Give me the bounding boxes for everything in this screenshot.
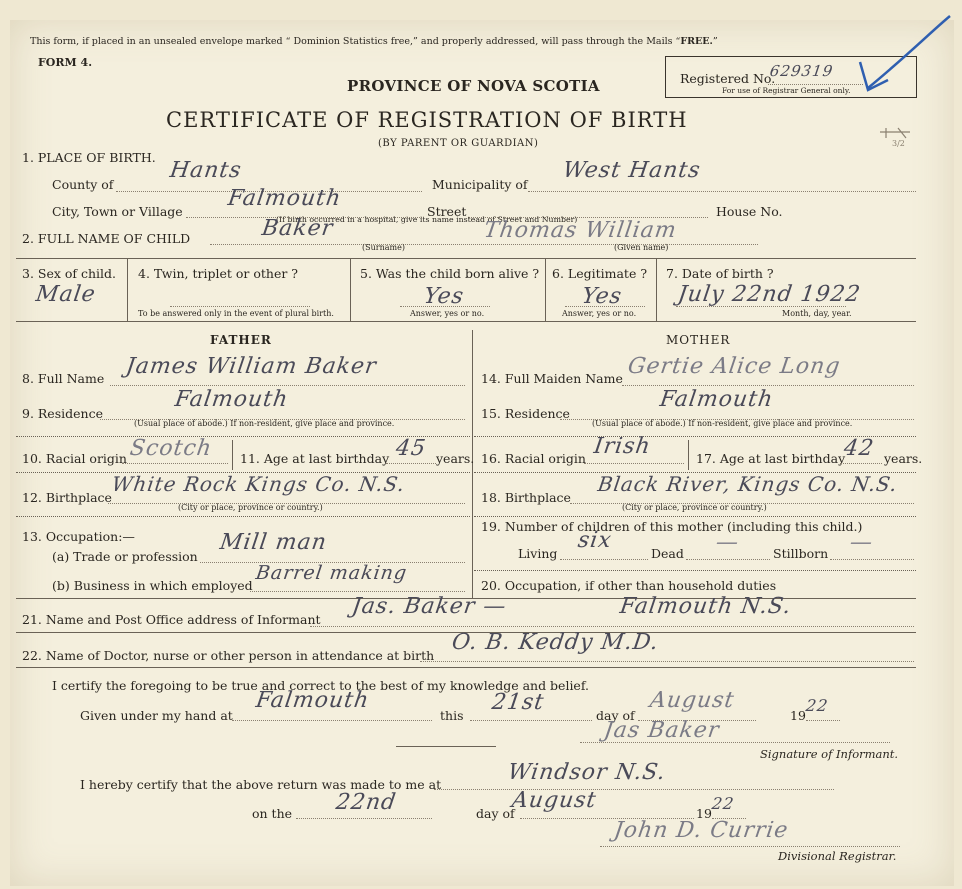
registrar-day-value: 22nd bbox=[334, 790, 399, 815]
informant-address-value: Falmouth N.S. bbox=[618, 594, 794, 619]
informant-signature-caption: Signature of Informant. bbox=[760, 747, 899, 761]
cert-day-value: 21st bbox=[490, 690, 546, 715]
father-age-value: 45 bbox=[394, 436, 428, 461]
father-residence-label: 9. Residence bbox=[22, 406, 103, 421]
father-name-value: James William Baker bbox=[124, 354, 379, 379]
street-label: Street bbox=[427, 204, 467, 219]
city-label: City, Town or Village bbox=[52, 204, 183, 219]
informant-signature: Jas Baker bbox=[602, 718, 722, 743]
city-value: Falmouth bbox=[226, 186, 343, 211]
page-subtitle: (BY PARENT OR GUARDIAN) bbox=[378, 138, 539, 149]
mother-racial-label: 16. Racial origin bbox=[481, 451, 586, 466]
registrar-year-prefix: 19 bbox=[696, 806, 712, 821]
mother-racial-value: Irish bbox=[592, 434, 653, 459]
living-value: six bbox=[576, 528, 614, 553]
registration-note: For use of Registrar General only. bbox=[722, 86, 851, 95]
province-title: PROVINCE OF NOVA SCOTIA bbox=[347, 77, 600, 95]
mail-notice-text: This form, if placed in an unsealed envelope marked “ Dominion Statistics free,” and properly addressed, will pass through the Mails “ bbox=[30, 36, 681, 47]
cert-day-of-label: day of bbox=[596, 708, 635, 723]
registrar-month-value: August bbox=[510, 788, 599, 813]
father-birthplace-value: White Rock Kings Co. N.S. bbox=[110, 472, 407, 496]
mother-name-label: 14. Full Maiden Name bbox=[481, 371, 623, 386]
alive-note: Answer, yes or no. bbox=[410, 309, 485, 318]
mother-birthplace-value: Black River, Kings Co. N.S. bbox=[596, 472, 900, 496]
given-place-value: Falmouth bbox=[254, 688, 371, 713]
check-mark-icon bbox=[838, 10, 958, 100]
cert-month-value: August bbox=[648, 688, 737, 713]
house-label: House No. bbox=[716, 204, 783, 219]
alive-label: 5. Was the child born alive ? bbox=[360, 266, 540, 281]
hospital-note: (If birth occurred in a hospital, give its name instead of Street and Number) bbox=[276, 215, 578, 224]
svg-text:3/2: 3/2 bbox=[892, 139, 905, 148]
form-number: FORM 4. bbox=[38, 56, 93, 69]
mother-children-label: 19. Number of children of this mother (including this child.) bbox=[481, 519, 863, 534]
mail-notice-close: ” bbox=[712, 36, 718, 47]
father-age-label: 11. Age at last birthday bbox=[240, 451, 390, 466]
dob-value: July 22nd 1922 bbox=[676, 282, 863, 307]
cert-year-prefix: 19 bbox=[790, 708, 806, 723]
mother-residence-label: 15. Residence bbox=[481, 406, 570, 421]
stillborn-value: — bbox=[848, 530, 875, 555]
doctor-label: 22. Name of Doctor, nurse or other person in attendance at birth bbox=[22, 648, 435, 663]
father-age-unit: years. bbox=[436, 451, 475, 466]
municipality-value: West Hants bbox=[561, 158, 703, 183]
child-given-value: Thomas William bbox=[482, 218, 679, 243]
father-business-label: (b) Business in which employed bbox=[52, 578, 253, 593]
mail-notice bbox=[30, 36, 718, 47]
mother-birthplace-note: (City or place, province or country.) bbox=[622, 503, 767, 512]
father-heading: FATHER bbox=[210, 333, 272, 347]
registration-number: 629319 bbox=[768, 62, 835, 80]
twin-note: To be answered only in the event of plural birth. bbox=[138, 309, 334, 318]
father-birthplace-note: (City or place, province or country.) bbox=[178, 503, 323, 512]
mother-birthplace-label: 18. Birthplace bbox=[481, 490, 571, 505]
father-name-label: 8. Full Name bbox=[22, 371, 105, 386]
father-birthplace-label: 12. Birthplace bbox=[22, 490, 112, 505]
informant-label: 21. Name and Post Office address of Informant bbox=[22, 612, 321, 627]
mother-residence-note: (Usual place of abode.) If non-resident, give place and province. bbox=[592, 419, 853, 428]
stillborn-label: Stillborn bbox=[773, 546, 829, 561]
registrar-statement: I hereby certify that the above return was made to me at bbox=[80, 777, 442, 792]
registrar-signature: John D. Currie bbox=[612, 818, 791, 843]
given-label: Given under my hand at bbox=[80, 708, 233, 723]
this-label: this bbox=[440, 708, 464, 723]
registrar-caption: Divisional Registrar. bbox=[778, 849, 897, 863]
certification-statement: I certify the foregoing to be true and correct to the best of my knowledge and belief. bbox=[52, 678, 589, 693]
legitimate-value: Yes bbox=[580, 284, 624, 309]
alive-value: Yes bbox=[422, 284, 466, 309]
twin-label: 4. Twin, triplet or other ? bbox=[138, 266, 298, 281]
on-the-label: on the bbox=[252, 806, 293, 821]
doctor-value: O. B. Keddy M.D. bbox=[450, 630, 661, 655]
dob-label: 7. Date of birth ? bbox=[666, 266, 774, 281]
registrar-place-value: Windsor N.S. bbox=[506, 760, 668, 785]
cert-year-value: 22 bbox=[804, 696, 830, 715]
mother-residence-value: Falmouth bbox=[658, 387, 775, 412]
living-label: Living bbox=[518, 546, 558, 561]
registrar-year-value: 22 bbox=[710, 794, 736, 813]
father-business-value: Barrel making bbox=[254, 562, 409, 584]
mother-name-value: Gertie Alice Long bbox=[626, 354, 843, 379]
mother-age-value: 42 bbox=[842, 436, 876, 461]
mother-heading: MOTHER bbox=[666, 333, 731, 347]
surname-caption: (Surname) bbox=[362, 243, 405, 252]
registration-label: Registered No. bbox=[680, 71, 776, 86]
father-racial-value: Scotch bbox=[128, 436, 214, 461]
child-surname-value: Baker bbox=[260, 216, 335, 241]
father-residence-value: Falmouth bbox=[173, 387, 290, 412]
father-racial-label: 10. Racial origin bbox=[22, 451, 127, 466]
county-label: County of bbox=[52, 177, 114, 192]
informant-name-value: Jas. Baker — bbox=[350, 594, 509, 619]
registrar-day-of-label: day of bbox=[476, 806, 515, 821]
mother-age-label: 17. Age at last birthday bbox=[696, 451, 846, 466]
father-trade-label: (a) Trade or profession bbox=[52, 549, 198, 564]
legitimate-note: Answer, yes or no. bbox=[562, 309, 637, 318]
father-occupation-label: 13. Occupation:— bbox=[22, 529, 135, 544]
legitimate-label: 6. Legitimate ? bbox=[552, 266, 648, 281]
county-value: Hants bbox=[168, 158, 244, 183]
mail-notice-free: FREE. bbox=[680, 36, 713, 47]
dob-note: Month, day, year. bbox=[782, 309, 852, 318]
paper-clip-icon bbox=[876, 124, 916, 150]
father-residence-note: (Usual place of abode.) If non-resident, give place and province. bbox=[134, 419, 395, 428]
municipality-label: Municipality of bbox=[432, 177, 528, 192]
father-trade-value: Mill man bbox=[218, 530, 329, 555]
sex-label: 3. Sex of child. bbox=[22, 266, 117, 281]
place-of-birth-label: 1. PLACE OF BIRTH. bbox=[22, 150, 156, 165]
dead-label: Dead bbox=[651, 546, 684, 561]
sex-value: Male bbox=[34, 282, 98, 307]
dead-value: — bbox=[714, 530, 741, 555]
child-name-label: 2. FULL NAME OF CHILD bbox=[22, 231, 191, 246]
page-title: CERTIFICATE OF REGISTRATION OF BIRTH bbox=[166, 108, 688, 132]
given-caption: (Given name) bbox=[614, 243, 669, 252]
mother-age-unit: years. bbox=[884, 451, 923, 466]
mother-occupation-label: 20. Occupation, if other than household duties bbox=[481, 578, 777, 593]
